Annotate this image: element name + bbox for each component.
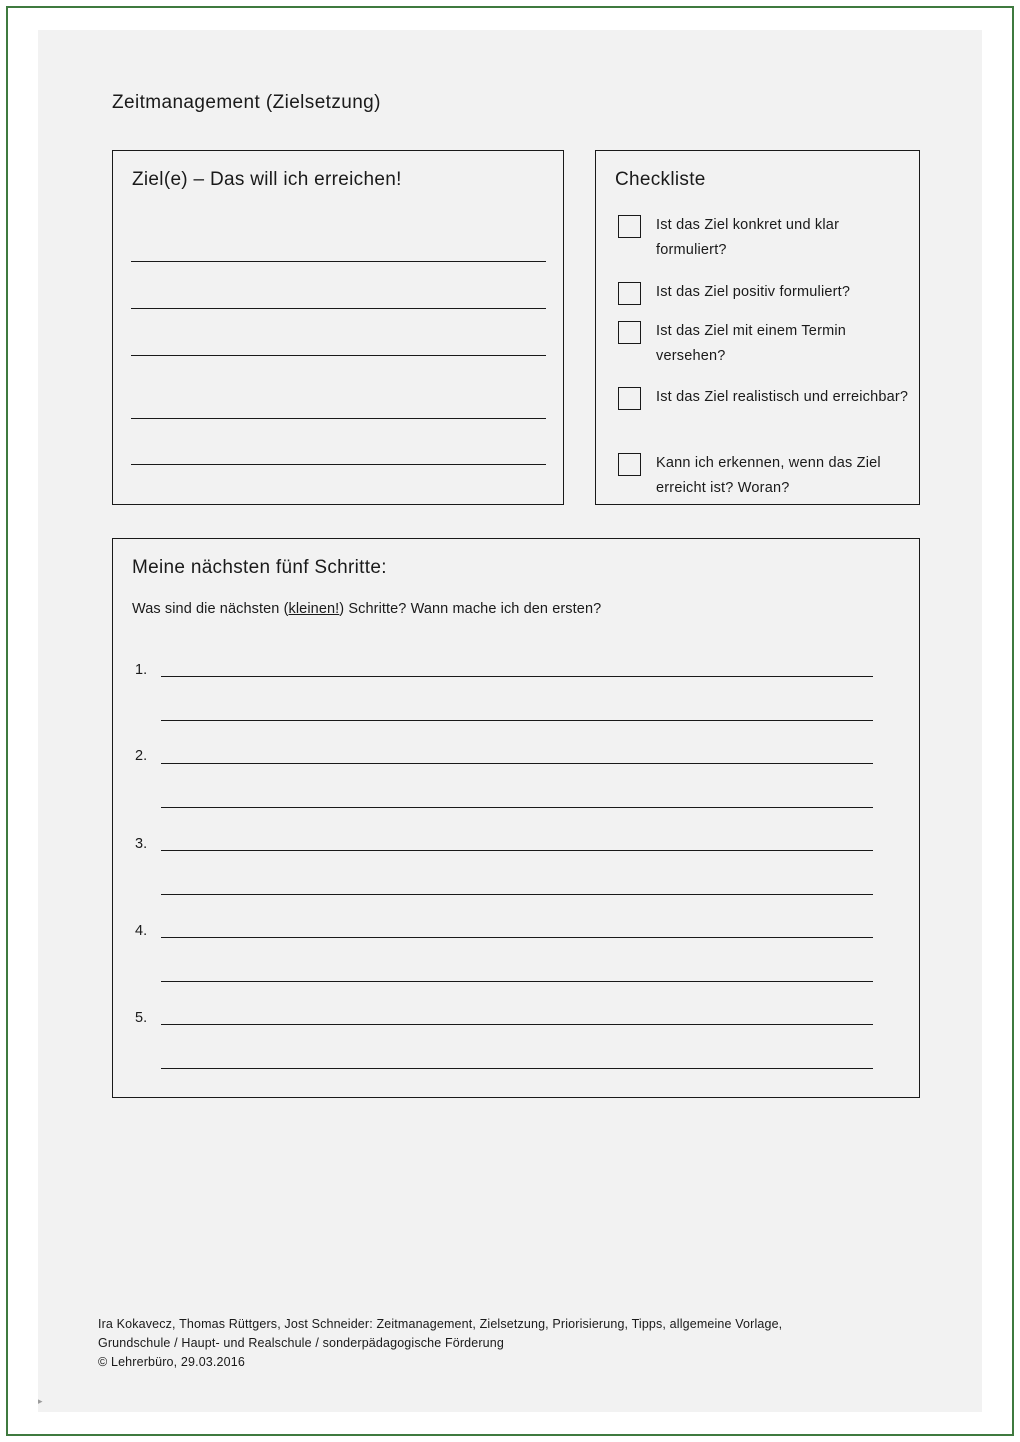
- step-2-write-line-b[interactable]: [161, 807, 873, 808]
- step-2-write-line-a[interactable]: [161, 763, 873, 764]
- step-4-write-line-a[interactable]: [161, 937, 873, 938]
- steps-subtitle-emphasis: kleinen!: [288, 601, 340, 617]
- goals-heading: Ziel(e) – Das will ich erreichen!: [132, 169, 402, 190]
- steps-box: [112, 538, 920, 1098]
- footer-line-2: Grundschule / Haupt- und Realschule / sonderpädagogische Förderung: [98, 1336, 504, 1350]
- checklist-box: [595, 150, 920, 505]
- checkbox-icon[interactable]: [618, 215, 641, 238]
- step-number-5: 5.: [135, 1010, 148, 1026]
- checklist-item-label: Ist das Ziel mit einem Termin versehen?: [656, 323, 847, 364]
- checkbox-icon[interactable]: [618, 387, 641, 410]
- footer-line-1: Ira Kokavecz, Thomas Rüttgers, Jost Schneider: Zeitmanagement, Zielsetzung, Priorisierung, Tipps, allgemeine Vorlage,: [98, 1317, 783, 1331]
- page-title: Zeitmanagement (Zielsetzung): [112, 92, 381, 113]
- checklist-item-label: Kann ich erkennen, wenn das Ziel erreicht ist? Woran?: [656, 455, 881, 496]
- goals-write-line-3[interactable]: [131, 355, 546, 356]
- worksheet-sheet: [38, 30, 982, 1412]
- worksheet-content: [38, 30, 982, 1412]
- step-5-write-line-a[interactable]: [161, 1024, 873, 1025]
- goals-write-line-2[interactable]: [131, 308, 546, 309]
- checkbox-icon[interactable]: [618, 453, 641, 476]
- footer-credits: [98, 1315, 898, 1372]
- step-3-write-line-b[interactable]: [161, 894, 873, 895]
- checkbox-icon[interactable]: [618, 282, 641, 305]
- step-number-4: 4.: [135, 923, 148, 939]
- step-number-2: 2.: [135, 748, 148, 764]
- page-corner-mark: ▸: [38, 1396, 43, 1406]
- steps-heading: Meine nächsten fünf Schritte:: [132, 557, 387, 578]
- step-1-write-line-a[interactable]: [161, 676, 873, 677]
- checklist-heading: Checkliste: [615, 169, 706, 190]
- checkbox-icon[interactable]: [618, 321, 641, 344]
- goals-write-line-1[interactable]: [131, 261, 546, 262]
- step-number-3: 3.: [135, 836, 148, 852]
- page-border: [6, 6, 1014, 1436]
- step-4-write-line-b[interactable]: [161, 981, 873, 982]
- footer-line-3: © Lehrerbüro, 29.03.2016: [98, 1355, 245, 1369]
- goals-write-line-4[interactable]: [131, 418, 546, 419]
- checklist-item-label: Ist das Ziel positiv formuliert?: [656, 284, 851, 300]
- step-5-write-line-b[interactable]: [161, 1068, 873, 1069]
- goals-write-line-5[interactable]: [131, 464, 546, 465]
- steps-subtitle-post: ) Schritte? Wann mache ich den ersten?: [339, 601, 602, 617]
- goals-box: [112, 150, 564, 505]
- step-3-write-line-a[interactable]: [161, 850, 873, 851]
- steps-subtitle-pre: Was sind die nächsten (: [132, 601, 289, 617]
- checklist-item-label: Ist das Ziel realistisch und erreichbar?: [656, 389, 909, 405]
- steps-subtitle: [132, 601, 601, 617]
- step-number-1: 1.: [135, 662, 148, 678]
- step-1-write-line-b[interactable]: [161, 720, 873, 721]
- checklist-item-label: Ist das Ziel konkret und klar formuliert?: [656, 217, 840, 258]
